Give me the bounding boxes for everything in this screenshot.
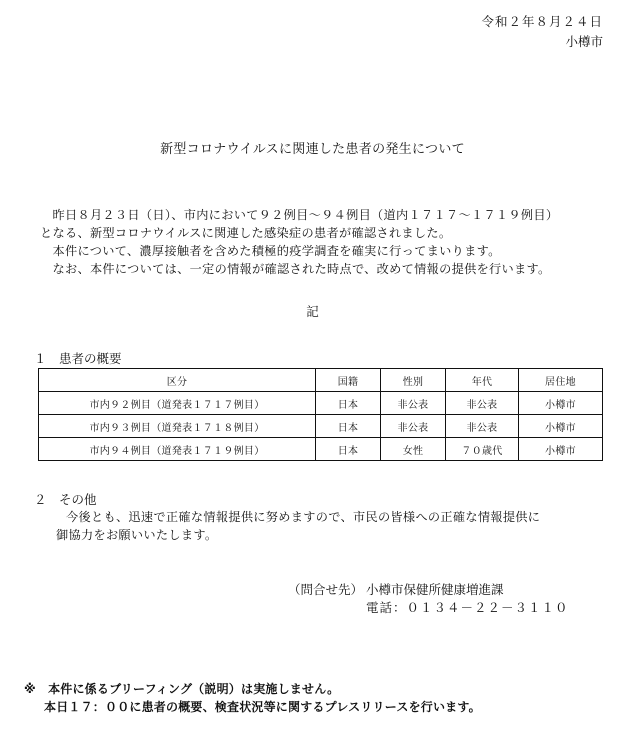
table-header-row bbox=[39, 369, 603, 392]
section2-line: 御協力をお願いいたします。 bbox=[56, 528, 218, 542]
table-cell: 非公表 bbox=[381, 392, 446, 415]
section1-heading: １ 患者の概要 bbox=[34, 351, 122, 366]
column-header: 居住地 bbox=[519, 369, 603, 392]
column-header: 区分 bbox=[39, 369, 316, 392]
table-cell: 日本 bbox=[316, 438, 381, 461]
contact-label: （問合せ先） bbox=[288, 582, 364, 597]
column-header: 国籍 bbox=[316, 369, 381, 392]
body-line: となる、新型コロナウイルスに関連した感染症の患者が確認されました。 bbox=[40, 226, 452, 240]
contact-department: 小樽市保健所健康増進課 bbox=[366, 582, 504, 597]
press-release-note: 本日１７：００に患者の概要、検査状況等に関するプレスリリースを行います。 bbox=[44, 700, 481, 714]
table-cell: 小樽市 bbox=[519, 415, 603, 438]
column-header: 性別 bbox=[381, 369, 446, 392]
body-line: なお、本件については、一定の情報が確認された時点で、改めて情報の提供を行います。 bbox=[40, 262, 551, 276]
table-cell: 日本 bbox=[316, 415, 381, 438]
table-cell: 市内９３例目（道発表１７１８例目） bbox=[39, 415, 316, 438]
table-cell: 非公表 bbox=[381, 415, 446, 438]
contact-phone: 電話：０１３４－２２－３１１０ bbox=[366, 600, 569, 615]
table-cell: 市内９２例目（道発表１７１７例目） bbox=[39, 392, 316, 415]
document-date: 令和２年８月２４日 bbox=[481, 14, 603, 29]
table-cell: 女性 bbox=[381, 438, 446, 461]
column-header: 年代 bbox=[446, 369, 519, 392]
briefing-note: ※ 本件に係るブリーフィング（説明）は実施しません。 bbox=[24, 682, 340, 696]
body-line: 本件について、濃厚接触者を含めた積極的疫学調査を確実に行ってまいります。 bbox=[40, 244, 501, 258]
ki-mark: 記 bbox=[306, 304, 319, 319]
table-row bbox=[39, 392, 603, 415]
table-cell: 小樽市 bbox=[519, 438, 603, 461]
section2-heading: ２ その他 bbox=[34, 492, 97, 507]
body-line: 昨日８月２３日（日）、市内において９２例目～９４例目（道内１７１７～１７１９例目） bbox=[40, 208, 559, 222]
table-cell: 非公表 bbox=[446, 415, 519, 438]
section2-line: 今後とも、迅速で正確な情報提供に努めますので、市民の皆様への正確な情報提供に bbox=[66, 510, 541, 524]
table-cell: 小樽市 bbox=[519, 392, 603, 415]
table-row bbox=[39, 438, 603, 461]
patient-table bbox=[38, 368, 603, 461]
table-cell: 日本 bbox=[316, 392, 381, 415]
table-cell: 非公表 bbox=[446, 392, 519, 415]
table-cell: ７０歳代 bbox=[446, 438, 519, 461]
issuer-name: 小樽市 bbox=[565, 34, 603, 49]
table-row bbox=[39, 415, 603, 438]
document-title: 新型コロナウイルスに関連した患者の発生について bbox=[160, 142, 465, 157]
table-cell: 市内９４例目（道発表１７１９例目） bbox=[39, 438, 316, 461]
